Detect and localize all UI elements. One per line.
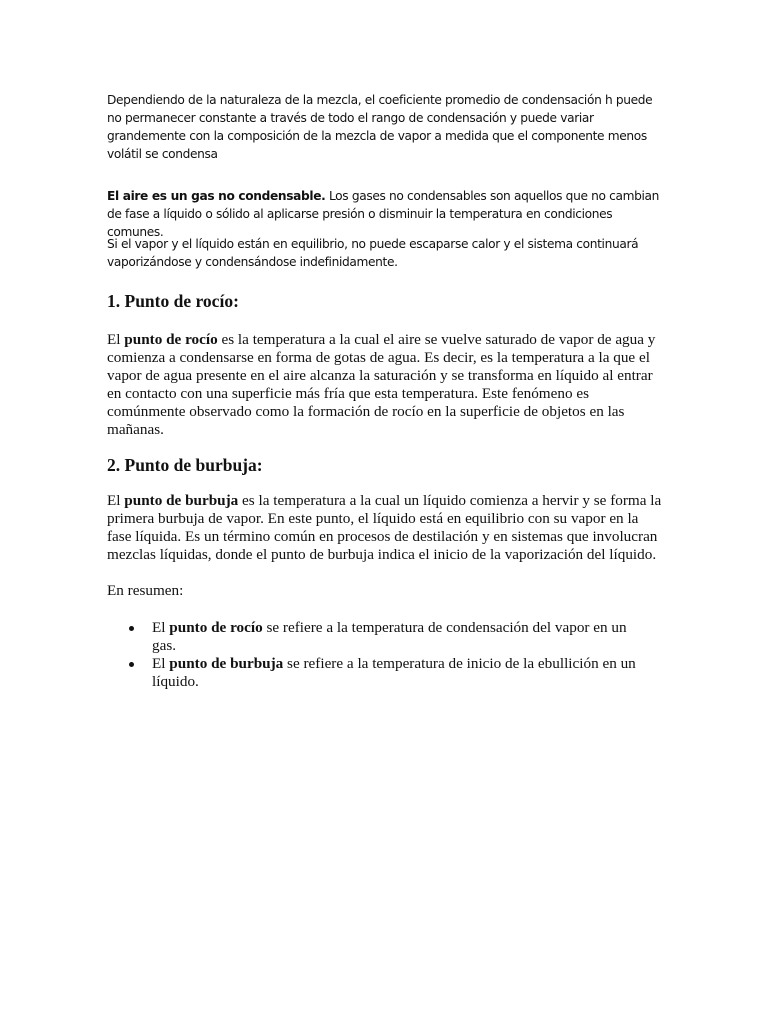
bubble-point-term: punto de burbuja — [124, 492, 239, 509]
summary-item-term: punto de rocío — [169, 619, 263, 636]
dew-point-pre: El — [107, 331, 125, 348]
bubble-point-paragraph — [107, 492, 662, 564]
section-heading-dew-point: 1. Punto de rocío: — [107, 291, 239, 311]
dew-point-term: punto de rocío — [124, 331, 218, 348]
dew-point-text: es la temperatura a la cual el aire se vuelve saturado de vapor de agua y comienza a condensarse en forma de gotas de agua. Es decir, es la temperatura a la que el vapor de agua presente en el aire alcanza la saturación y se transforma en líquido al entrar en contacto con una superficie más fría que esta temperatura. Este fenómeno es comúnmente observado como la formación de rocío en la superficie de objetos en las mañanas. — [107, 331, 656, 438]
bubble-point-text: es la temperatura a la cual un líquido comienza a hervir y se forma la primera burbuja de vapor. En este punto, el líquido está en equilibrio con su vapor en la fase líquida. Es un término común en procesos de destilación y en sistemas que involucran mezclas líquidas, donde el punto de burbuja indica el inicio de la vaporización del líquido. — [107, 492, 662, 563]
summary-item-dew-point — [107, 619, 647, 655]
summary-item-text: se refiere a la temperatura de inicio de la ebullición en un líquido. — [152, 655, 636, 690]
summary-list — [107, 619, 647, 691]
non-condensable-lead: El aire es un gas no condensable. — [107, 189, 326, 203]
summary-intro: En resumen: — [107, 582, 184, 599]
summary-item-pre: El — [152, 619, 170, 636]
bullet-icon — [129, 626, 134, 631]
non-condensable-text: Los gases no condensables son aquellos que no cambian de fase a líquido o sólido al aplicarse presión o disminuir la temperatura en condiciones comunes. — [107, 189, 660, 239]
section-heading-bubble-point: 2. Punto de burbuja: — [107, 455, 263, 475]
bubble-point-pre: El — [107, 492, 125, 509]
summary-item-pre: El — [152, 655, 170, 672]
bullet-icon — [129, 662, 134, 667]
summary-item-bubble-point — [107, 655, 647, 691]
equilibrium-paragraph: Si el vapor y el líquido están en equilibrio, no puede escaparse calor y el sistema continuará vaporizándose y condensándose indefinidamente. — [107, 237, 639, 269]
summary-item-term: punto de burbuja — [169, 655, 284, 672]
intro-paragraph: Dependiendo de la naturaleza de la mezcla, el coeficiente promedio de condensación h puede no permanecer constante a través de todo el rango de condensación y puede variar grandemente con la composición de la mezcla de vapor a medida que el componente menos volátil se condensa — [107, 93, 653, 161]
summary-item-text: se refiere a la temperatura de condensación del vapor en un gas. — [152, 619, 627, 654]
non-condensable-paragraph — [107, 187, 667, 241]
dew-point-paragraph — [107, 331, 662, 439]
